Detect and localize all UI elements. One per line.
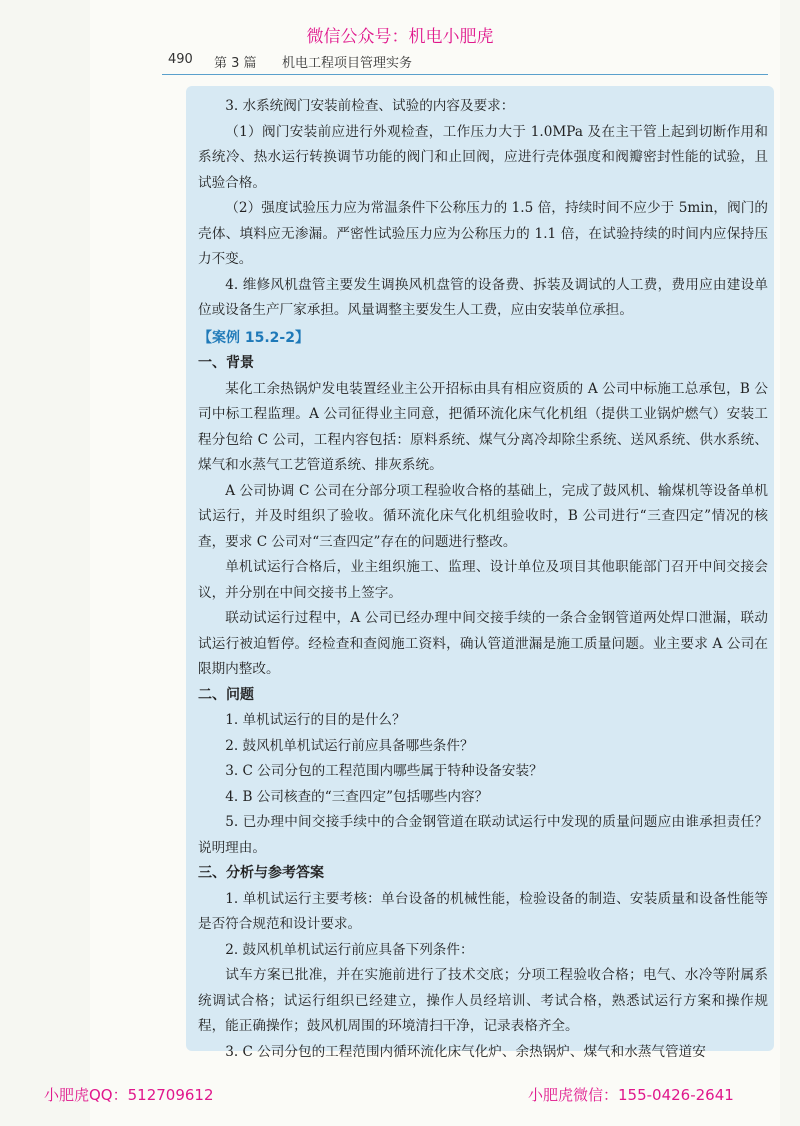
question-item: 1. 单机试运行的目的是什么？ xyxy=(225,712,406,728)
watermark-top: 微信公众号：机电小肥虎 xyxy=(306,27,494,47)
section-heading: 二、问题 xyxy=(198,686,254,703)
paragraph: 联动试运行过程中，A 公司已经办理中间交接手续的一条合金钢管道两处焊口泄漏，联动试运行被迫暂停。经检查和查阅施工资料，确认管道泄漏是施工质量问题。业主要求 A 公司在限期内整改。 xyxy=(198,610,768,677)
answer-paragraph: 3. C 公司分包的工程范围内循环流化床气化炉、余热锅炉、煤气和水蒸气管道安 xyxy=(225,1043,706,1060)
body-text xyxy=(198,94,768,1065)
paragraph: 单机试运行合格后，业主组织施工、监理、设计单位及项目其他职能部门召开中间交接会议，并分别在中间交接书上签字。 xyxy=(198,559,768,601)
question-item: 3. C 公司分包的工程范围内哪些属于特种设备安装？ xyxy=(225,763,543,779)
paragraph: 3. 水系统阀门安装前检查、试验的内容及要求： xyxy=(225,98,515,114)
running-title: 机电工程项目管理实务 xyxy=(282,56,413,71)
paragraph: 某化工余热锅炉发电装置经业主公开招标由具有相应资质的 A 公司中标施工总承包，B 公司中标工程监理。A 公司征得业主同意，把循环流化床气化机组（提供工业锅炉燃气）安装工程分包给 C 公司，工程内容包括：原料系统、煤气分离冷却除尘系统、送风系统、供水系统、煤气和水蒸气工艺管道系统、排灰系统。 xyxy=(198,380,768,473)
part-label: 第 3 篇 xyxy=(214,56,257,71)
question-item: 4. B 公司核查的“三查四定”包括哪些内容？ xyxy=(225,788,489,805)
paragraph: 4. 维修风机盘管主要发生调换风机盘管的设备费、拆装及调试的人工费，费用应由建设单位或设备生产厂家承担。风量调整主要发生人工费，应由安装单位承担。 xyxy=(198,276,768,318)
section-heading: 三、分析与参考答案 xyxy=(198,865,324,881)
page-header xyxy=(162,48,768,75)
paragraph: （1）阀门安装前应进行外观检查，工作压力大于 1.0MPa 及在主干管上起到切断作用和系统冷、热水运行转换调节功能的阀门和止回阀，应进行壳体强度和阀瓣密封性能的试验，且试验合格。 xyxy=(198,123,768,191)
watermark-wechat: 小肥虎微信：155-0426-2641 xyxy=(528,1086,734,1104)
paragraph: （2）强度试验压力应为常温条件下公称压力的 1.5 倍，持续时间不应少于 5min，阀门的壳体、填料应无渗漏。严密性试验压力应为公称压力的 1.1 倍，在试验持续的时间内应保持压力不变。 xyxy=(198,200,768,267)
section-heading: 一、背景 xyxy=(198,355,254,371)
question-item: 2. 鼓风机单机试运行前应具备哪些条件？ xyxy=(225,737,474,754)
page-number: 490 xyxy=(168,52,193,67)
answer-paragraph: 试车方案已批准，并在实施前进行了技术交底；分项工程验收合格；电气、水冷等附属系统调试合格；试运行组织已经建立，操作人员经培训、考试合格，熟悉试运行方案和操作规程，能正确操作；鼓风机周围的环境清扫干净，记录表格齐全。 xyxy=(198,967,768,1034)
answer-paragraph: 2. 鼓风机单机试运行前应具备下列条件： xyxy=(225,941,474,958)
watermark-qq: 小肥虎QQ：512709612 xyxy=(44,1086,214,1104)
answer-paragraph: 1. 单机试运行主要考核：单台设备的机械性能，检验设备的制造、安装质量和设备性能等是否符合规范和设计要求。 xyxy=(198,890,768,932)
case-title: 【案例 15.2-2】 xyxy=(198,329,309,346)
question-item: 5. 已办理中间交接手续中的合金钢管道在联动试运行中发现的质量问题应由谁承担责任？说明理由。 xyxy=(198,814,768,856)
paragraph: A 公司协调 C 公司在分部分项工程验收合格的基础上，完成了鼓风机、输煤机等设备单机试运行，并及时组织了验收。循环流化床气化机组验收时，B 公司进行“三查四定”情况的核查，要求 C 公司对“三查四定”存在的问题进行整改。 xyxy=(198,482,768,550)
